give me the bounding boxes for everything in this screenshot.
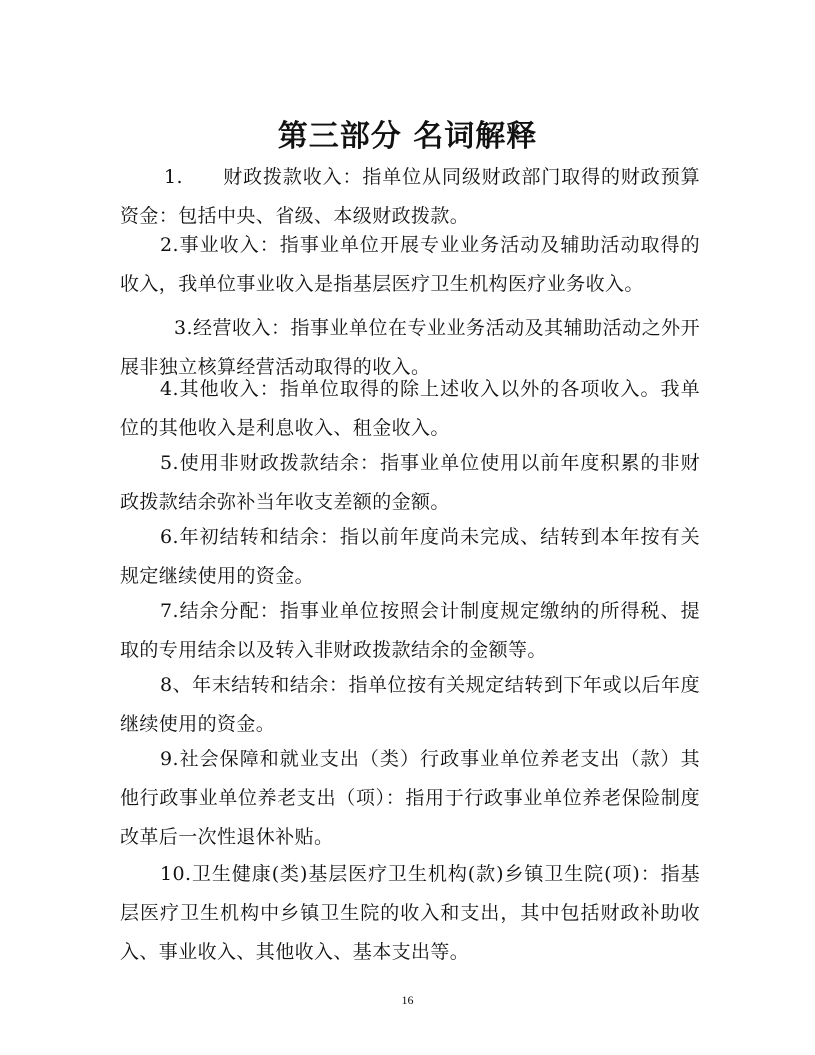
paragraph-8: 8、年末结转和结余：指单位按有关规定结转到下年或以后年度继续使用的资金。 xyxy=(120,674,700,735)
paragraph-6: 6.年初结转和结余：指以前年度尚未完成、结转到本年按有关规定继续使用的资金。 xyxy=(120,526,700,587)
paragraph-4: 4.其他收入：指单位取得的除上述收入以外的各项收入。我单位的其他收入是利息收入、租金收入。 xyxy=(120,378,700,439)
paragraph-2: 2.事业收入：指事业单位开展专业业务活动及辅助活动取得的收入，我单位事业收入是指基层医疗卫生机构医疗业务收入。 xyxy=(120,234,700,295)
paragraph-5: 5.使用非财政拨款结余：指事业单位使用以前年度积累的非财政拨款结余弥补当年收支差额的金额。 xyxy=(120,452,700,513)
page-number: 16 xyxy=(401,993,414,1007)
paragraph-1: 1. 财政拨款收入：指单位从同级财政部门取得的财政预算资金：包括中央、省级、本级财政拨款。 xyxy=(120,166,700,227)
paragraph-3: 3.经营收入：指事业单位在专业业务活动及其辅助活动之外开展非独立核算经营活动取得的收入。 xyxy=(120,317,700,378)
paragraph-10: 10.卫生健康(类)基层医疗卫生机构(款)乡镇卫生院(项)：指基层医疗卫生机构中乡镇卫生院的收入和支出，其中包括财政补助收入、事业收入、其他收入、基本支出等。 xyxy=(120,863,700,963)
page-title: 第三部分 名词解释 xyxy=(277,119,538,154)
paragraph-7: 7.结余分配：指事业单位按照会计制度规定缴纳的所得税、提取的专用结余以及转入非财政拨款结余的金额等。 xyxy=(120,600,700,661)
paragraph-9: 9.社会保障和就业支出（类）行政事业单位养老支出（款）其他行政事业单位养老支出（项）：指用于行政事业单位养老保险制度改革后一次性退休补贴。 xyxy=(120,748,700,848)
